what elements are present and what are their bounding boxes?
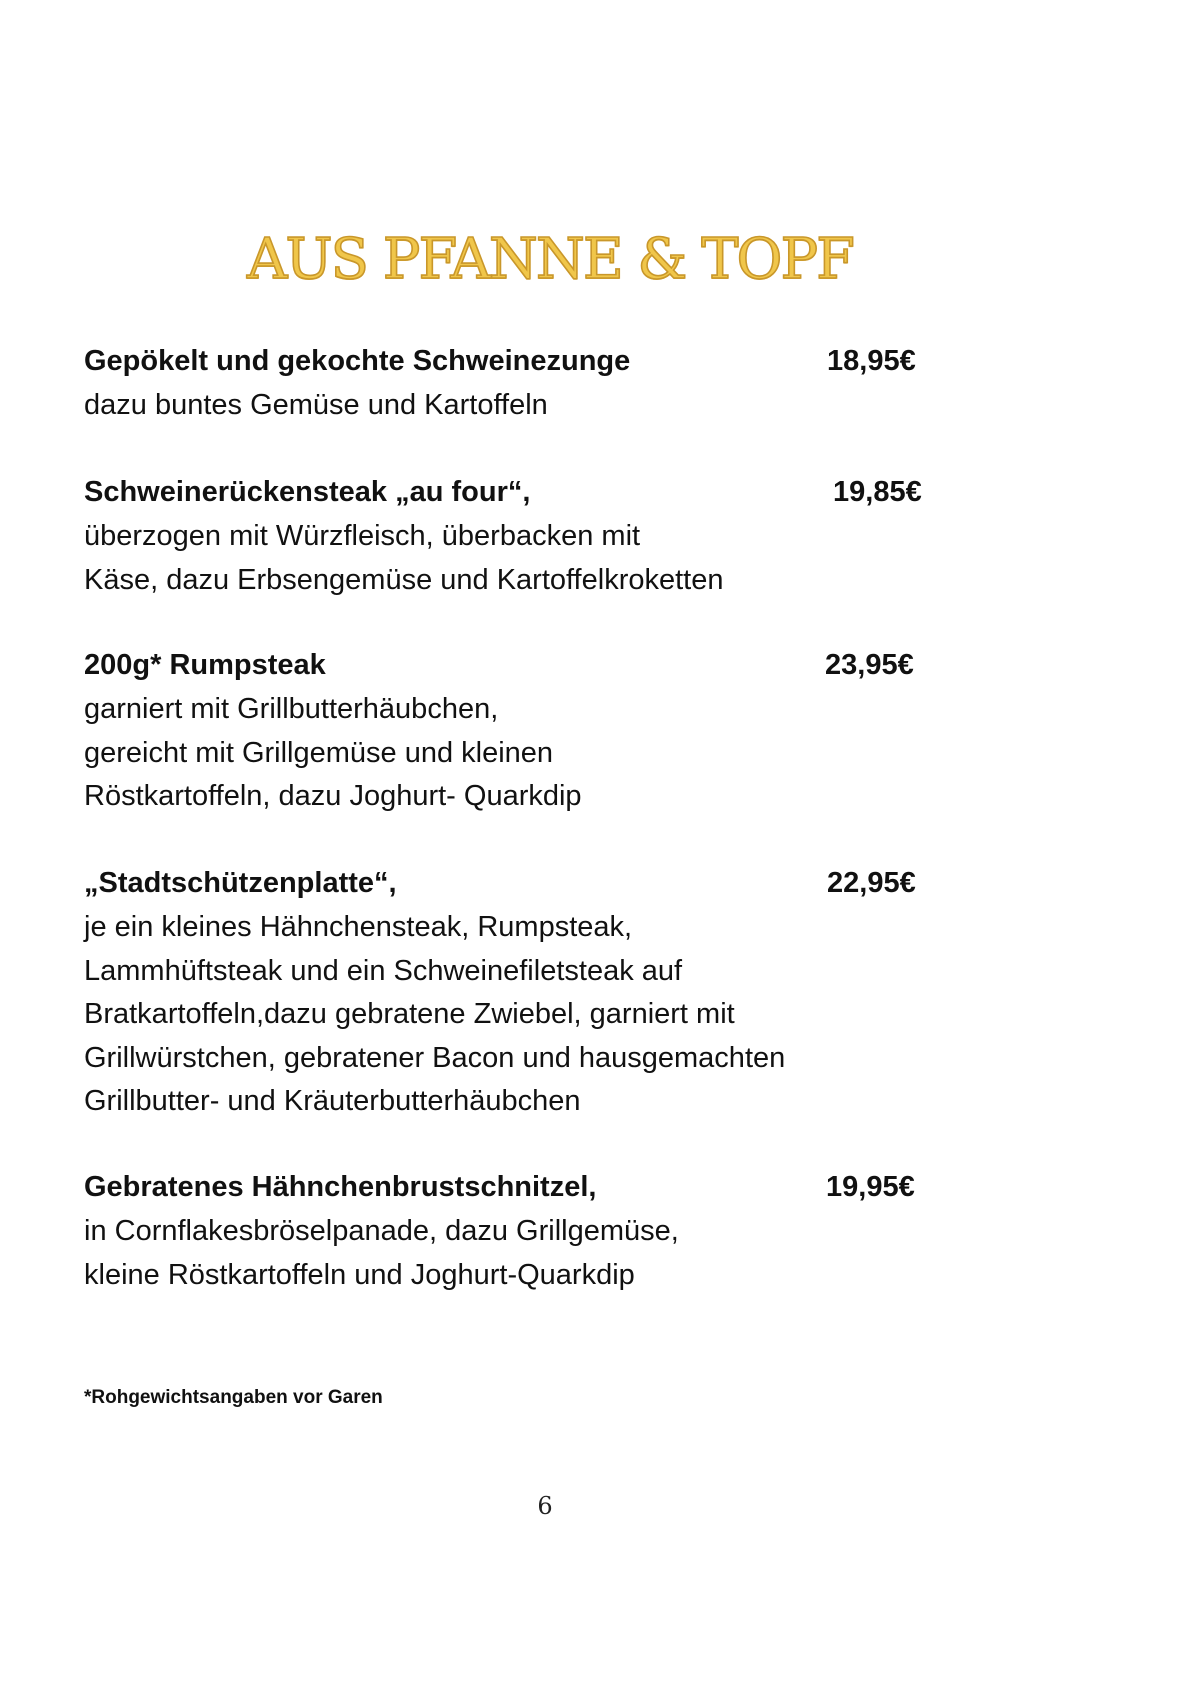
description-line: dazu buntes Gemüse und Kartoffeln bbox=[84, 389, 548, 421]
menu-item-price: 18,95€ bbox=[827, 345, 916, 377]
menu-item-description bbox=[84, 515, 944, 602]
menu-item-description bbox=[84, 688, 944, 819]
description-line: kleine Röstkartoffeln und Joghurt-Quarkdip bbox=[84, 1258, 635, 1291]
description-line: Käse, dazu Erbsengemüse und Kartoffelkroketten bbox=[84, 563, 724, 596]
menu-item-description bbox=[84, 1210, 944, 1297]
description-line: Grillbutter- und Kräuterbutterhäubchen bbox=[84, 1085, 581, 1117]
page-title: AUS PFANNE & TOPF bbox=[246, 227, 854, 292]
page-number: 6 bbox=[537, 1492, 553, 1520]
menu-item-name: Gebratenes Hähnchenbrustschnitzel, bbox=[84, 1171, 597, 1203]
menu-item-description bbox=[84, 906, 944, 1124]
description-line: gereicht mit Grillgemüse und kleinen bbox=[84, 736, 554, 769]
menu-item-name: Schweinerückensteak „au four“, bbox=[84, 476, 531, 508]
menu-item-price: 19,85€ bbox=[833, 476, 922, 508]
menu-item bbox=[84, 1164, 944, 1297]
menu-item-description bbox=[84, 384, 944, 428]
menu-item bbox=[84, 642, 944, 819]
description-line: je ein kleines Hähnchensteak, Rumpsteak, bbox=[84, 911, 633, 943]
menu-item-name: „Stadtschützenplatte“, bbox=[84, 867, 397, 899]
menu-item bbox=[84, 338, 944, 428]
menu-item-name: Gepökelt und gekochte Schweinezunge bbox=[84, 345, 631, 377]
menu-item-price: 23,95€ bbox=[825, 649, 914, 681]
description-line: Grillwürstchen, gebratener Bacon und hausgemachten bbox=[84, 1041, 786, 1074]
description-line: Lammhüftsteak und ein Schweinefiletsteak auf bbox=[84, 954, 683, 987]
footnote: *Rohgewichtsangaben vor Garen bbox=[84, 1387, 383, 1408]
description-line: Röstkartoffeln, dazu Joghurt- Quarkdip bbox=[84, 780, 582, 812]
menu-item bbox=[84, 469, 944, 602]
description-line: überzogen mit Würzfleisch, überbacken mit bbox=[84, 520, 641, 552]
menu-item-price: 22,95€ bbox=[827, 867, 916, 899]
menu-item bbox=[84, 860, 944, 1124]
menu-item-price: 19,95€ bbox=[826, 1171, 915, 1203]
description-line: Bratkartoffeln,dazu gebratene Zwiebel, garniert mit bbox=[84, 998, 735, 1030]
description-line: in Cornflakesbröselpanade, dazu Grillgemüse, bbox=[84, 1215, 679, 1247]
description-line: garniert mit Grillbutterhäubchen, bbox=[84, 693, 499, 725]
menu-item-name: 200g* Rumpsteak bbox=[84, 649, 326, 681]
